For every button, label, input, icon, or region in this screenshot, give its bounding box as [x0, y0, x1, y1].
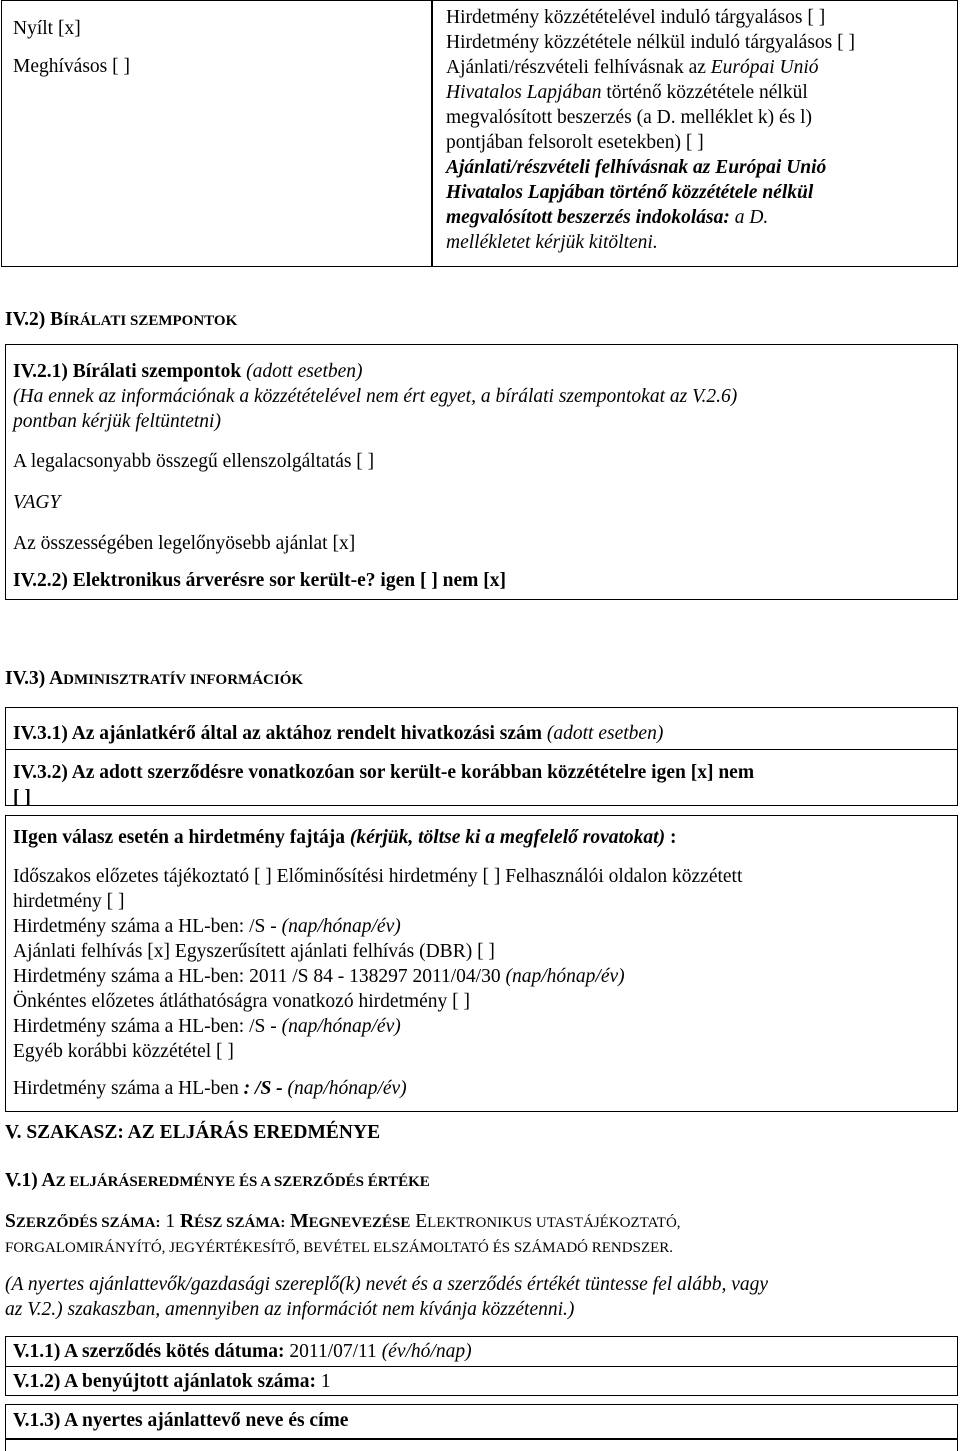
notice-number-line: Hirdetmény száma a HL-ben: /S - (nap/hónap/év) — [13, 916, 401, 937]
criteria-note: pontban kérjük feltüntetni) — [13, 411, 221, 432]
criteria-note: (Ha ennek az információnak a közzétételével nem ért egyet, a bírálati szempontokat az V.2.6) — [13, 386, 738, 407]
procedure-ted-line: pontjában felsorolt esetekben) [ ] — [446, 132, 704, 153]
criteria-option-lowest-price: A legalacsonyabb összegű ellenszolgáltatás [ ] — [13, 451, 375, 472]
offers-count-box — [5, 1366, 958, 1396]
winner-note — [5, 1272, 955, 1322]
notice-number-line: Hirdetmény száma a HL-ben : /S - (nap/hónap/év) — [13, 1078, 407, 1099]
section-v1-heading: V.1) AZ ELJÁRÁSEREDMÉNYE ÉS A SZERZŐDÉS ÉRTÉKE — [5, 1170, 430, 1191]
contract-date: V.1.1) A szerződés kötés dátuma: 2011/07/11 (év/hó/nap) — [13, 1341, 472, 1362]
procedure-ted-line: megvalósított beszerzés (a D. melléklet k) és l) — [446, 107, 813, 128]
justification-line: Ajánlati/részvételi felhívásnak az Európai Unió — [446, 157, 827, 178]
procedure-restricted: Meghívásos [ ] — [13, 56, 130, 77]
procedure-negotiated-with-notice: Hirdetmény közzétételével induló tárgyalásos [ ] — [446, 7, 826, 28]
procedure-type-box — [1, 0, 958, 267]
winner-note-line: (A nyertes ajánlattevők/gazdasági szereplő(k) nevét és a szerződés értékét tüntesse fel alább, vagy — [5, 1274, 769, 1295]
award-criteria-content — [13, 359, 953, 593]
notice-type-line: Időszakos előzetes tájékoztató [ ] Előminősítési hirdetmény [ ] Felhasználói oldalon közzétett — [13, 866, 743, 887]
award-criteria-box — [5, 344, 958, 600]
procedure-open: Nyílt [x] — [13, 18, 81, 39]
notice-type-line: hirdetmény [ ] — [13, 891, 125, 912]
previous-publication-line: IV.3.2) Az adott szerződésre vonatkozóan sor került-e korábban közzétételre igen [x] nem — [13, 762, 755, 783]
procedure-ted-line: Ajánlati/részvételi felhívásnak az Európai Unió — [446, 57, 819, 78]
offers-count: V.1.2) A benyújtott ajánlatok száma: 1 — [13, 1371, 331, 1392]
criteria-option-best-value: Az összességében legelőnyösebb ajánlat [x] — [13, 533, 356, 554]
notice-number-line: Hirdetmény száma a HL-ben: /S - (nap/hónap/év) — [13, 1016, 401, 1037]
winner-divider — [6, 1438, 957, 1440]
contract-line: SZERZŐDÉS SZÁMA: 1 RÉSZ SZÁMA: MEGNEVEZÉSE ELEKTRONIKUS UTASTÁJÉKOZTATÓ, — [5, 1211, 681, 1232]
reference-number: IV.3.1) Az ajánlatkérő által az aktához rendelt hivatkozási szám (adott esetben) — [13, 723, 664, 744]
section-iv2-heading: IV.2) BÍRÁLATI SZEMPONTOK — [5, 309, 238, 330]
procedure-divider — [431, 1, 433, 266]
section-v-heading: V. SZAKASZ: AZ ELJÁRÁS EREDMÉNYE — [5, 1122, 381, 1143]
procedure-negotiated-without-notice: Hirdetmény közzététele nélkül induló tárgyalásos [ ] — [446, 32, 856, 53]
previous-publication-question — [13, 760, 754, 810]
notice-number-line: Hirdetmény száma a HL-ben: 2011 /S 84 - 138297 2011/04/30 (nap/hónap/év) — [13, 966, 625, 987]
justification-line: mellékletet kérjük kitölteni. — [446, 232, 658, 253]
contract-date-box — [5, 1336, 958, 1367]
criteria-or: VAGY — [13, 492, 61, 513]
notice-type-content — [13, 825, 953, 1101]
notice-type-line: Egyéb korábbi közzététel [ ] — [13, 1041, 234, 1062]
contract-line: FORGALOMIRÁNYÍTÓ, JEGYÉRTÉKESÍTŐ, BEVÉTEL ELSZÁMOLTATÓ ÉS SZÁMADÓ RENDSZER. — [5, 1240, 674, 1256]
winner-note-line: az V.2.) szakaszban, amennyiben az információt nem kívánja közzétenni.) — [5, 1299, 575, 1320]
notice-type-heading: IIgen válasz esetén a hirdetmény fajtája (kérjük, töltse ki a megfelelő rovatokat) : — [13, 827, 677, 848]
notice-type-line: Ajánlati felhívás [x] Egyszerűsített ajánlati felhívás (DBR) [ ] — [13, 941, 495, 962]
procedure-ted-line: Hivatalos Lapjában történő közzététele nélkül — [446, 82, 808, 103]
previous-publication-line: [ ] — [13, 787, 31, 808]
notice-type-line: Önkéntes előzetes átláthatóságra vonatkozó hirdetmény [ ] — [13, 991, 470, 1012]
procedure-left-cell — [13, 16, 130, 79]
section-iv3-heading: IV.3) ADMINISZTRATÍV INFORMÁCIÓK — [5, 668, 304, 689]
justification-line: megvalósított beszerzés indokolása: a D. — [446, 207, 769, 228]
reference-number-box — [5, 707, 958, 750]
winner-heading: V.1.3) A nyertes ajánlattevő neve és címe — [13, 1410, 349, 1431]
previous-publication-box — [5, 749, 958, 806]
notice-type-box — [5, 815, 958, 1112]
procedure-right-cell — [446, 5, 951, 255]
criteria-title: IV.2.1) Bírálati szempontok (adott esetben) — [13, 361, 363, 382]
justification-line: Hivatalos Lapjában történő közzététele nélkül — [446, 182, 814, 203]
electronic-auction: IV.2.2) Elektronikus árverésre sor került-e? igen [ ] nem [x] — [13, 570, 507, 591]
winner-box — [5, 1404, 958, 1451]
